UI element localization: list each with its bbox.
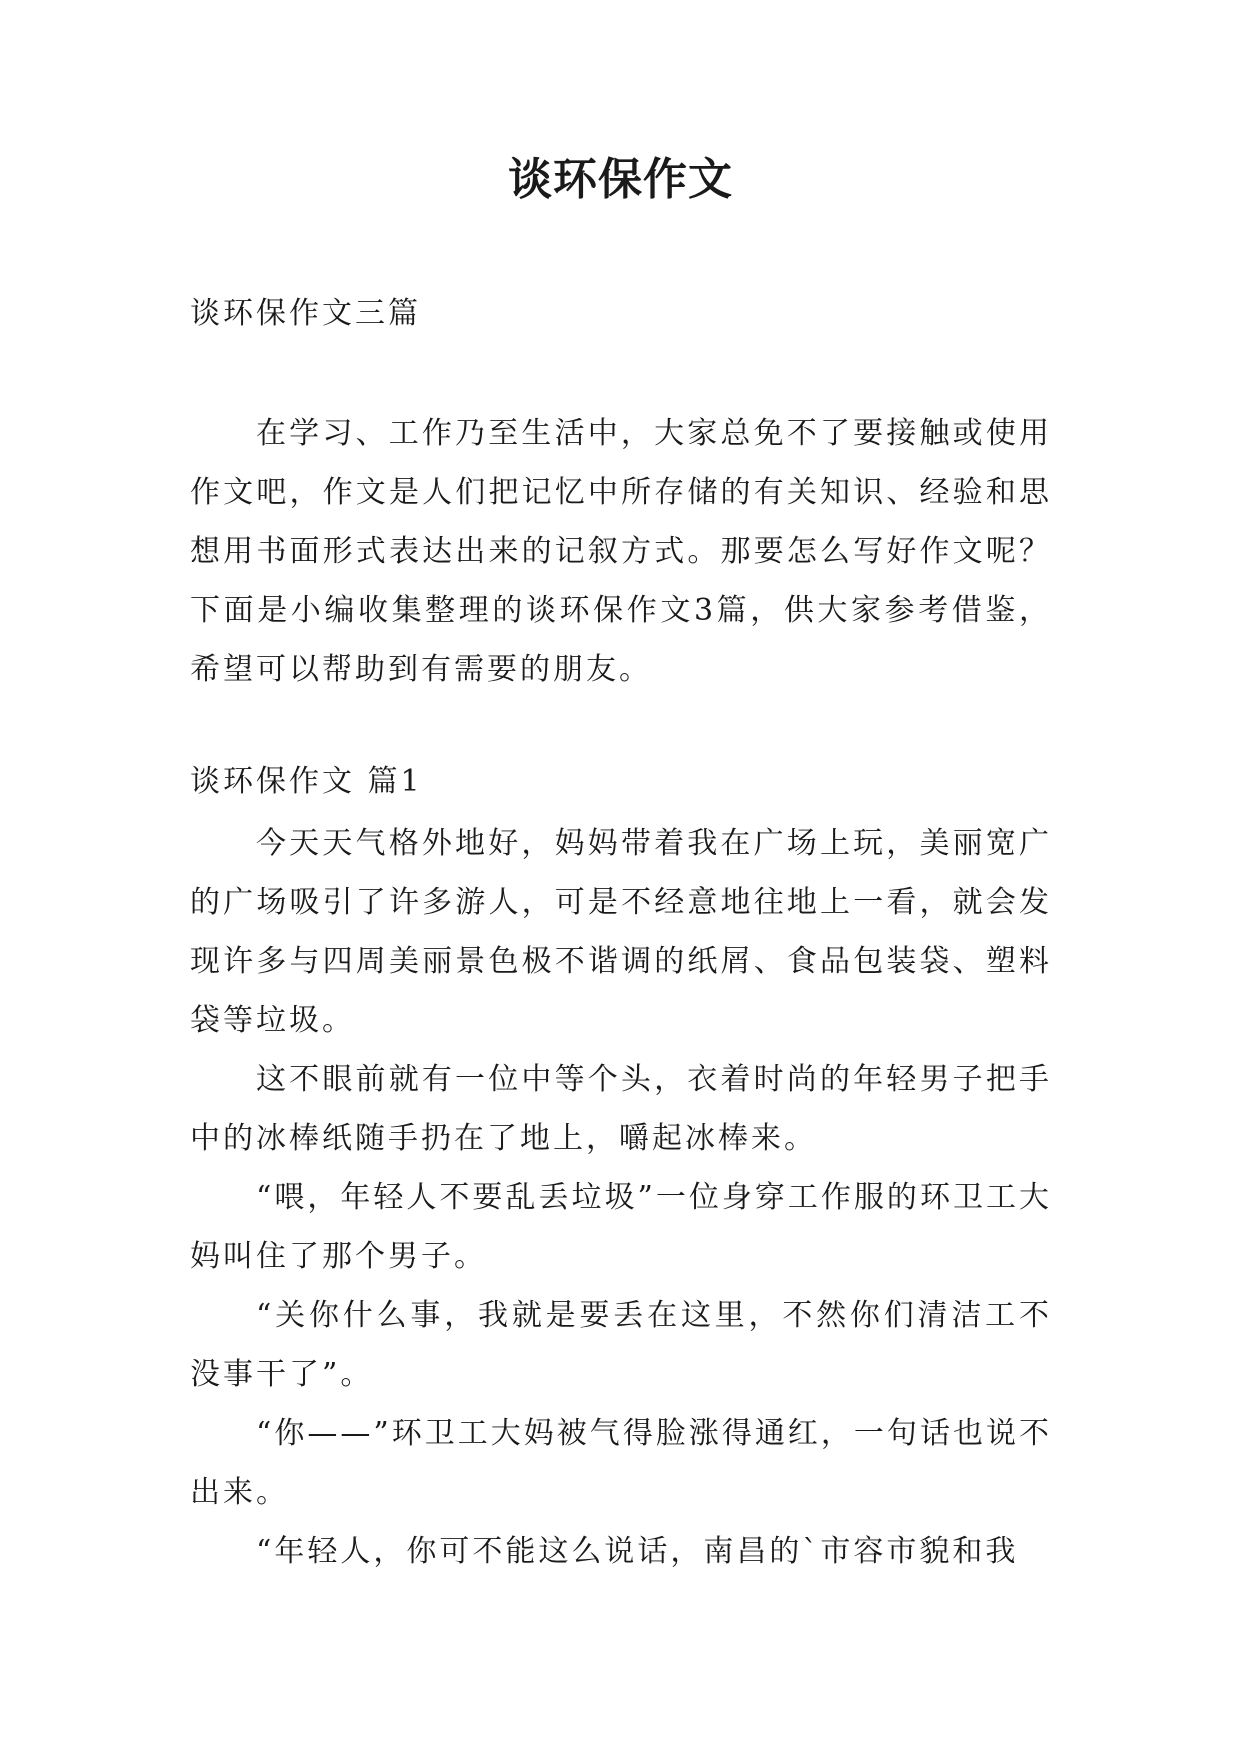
essay-paragraph: 这不眼前就有一位中等个头，衣着时尚的年轻男子把手中的冰棒纸随手扔在了地上，嚼起冰棒来。: [190, 1062, 1052, 1156]
essay-paragraph: “喂，年轻人不要乱丢垃圾”一位身穿工作服的环卫工大妈叫住了那个男子。: [190, 1180, 1052, 1274]
essay-paragraph: “年轻人，你可不能这么说话，南昌的`市容市貌和我: [256, 1534, 1019, 1569]
essay-paragraph: “你——”环卫工大妈被气得脸涨得通红，一句话也说不出来。: [190, 1416, 1052, 1510]
section-heading: 谈环保作文 篇1: [190, 764, 423, 799]
intro-paragraph: 在学习、工作乃至生活中，大家总免不了要接触或使用作文吧，作文是人们把记忆中所存储的有关知识、经验和思想用书面形式表达出来的记叙方式。那要怎么写好作文呢？下面是小编收集整理的谈环保作文3篇，供大家参考借鉴，希望可以帮助到有需要的朋友。: [190, 416, 1052, 687]
document-subtitle: 谈环保作文三篇: [190, 296, 421, 331]
essay-paragraph: “关你什么事，我就是要丢在这里，不然你们清洁工不没事干了”。: [190, 1298, 1052, 1392]
essay-body: [190, 814, 1052, 1581]
essay-paragraph: 今天天气格外地好，妈妈带着我在广场上玩，美丽宽广的广场吸引了许多游人，可是不经意地往地上一看，就会发现许多与四周美丽景色极不谐调的纸屑、食品包装袋、塑料袋等垃圾。: [190, 826, 1052, 1038]
page-title: 谈环保作文: [508, 154, 733, 205]
